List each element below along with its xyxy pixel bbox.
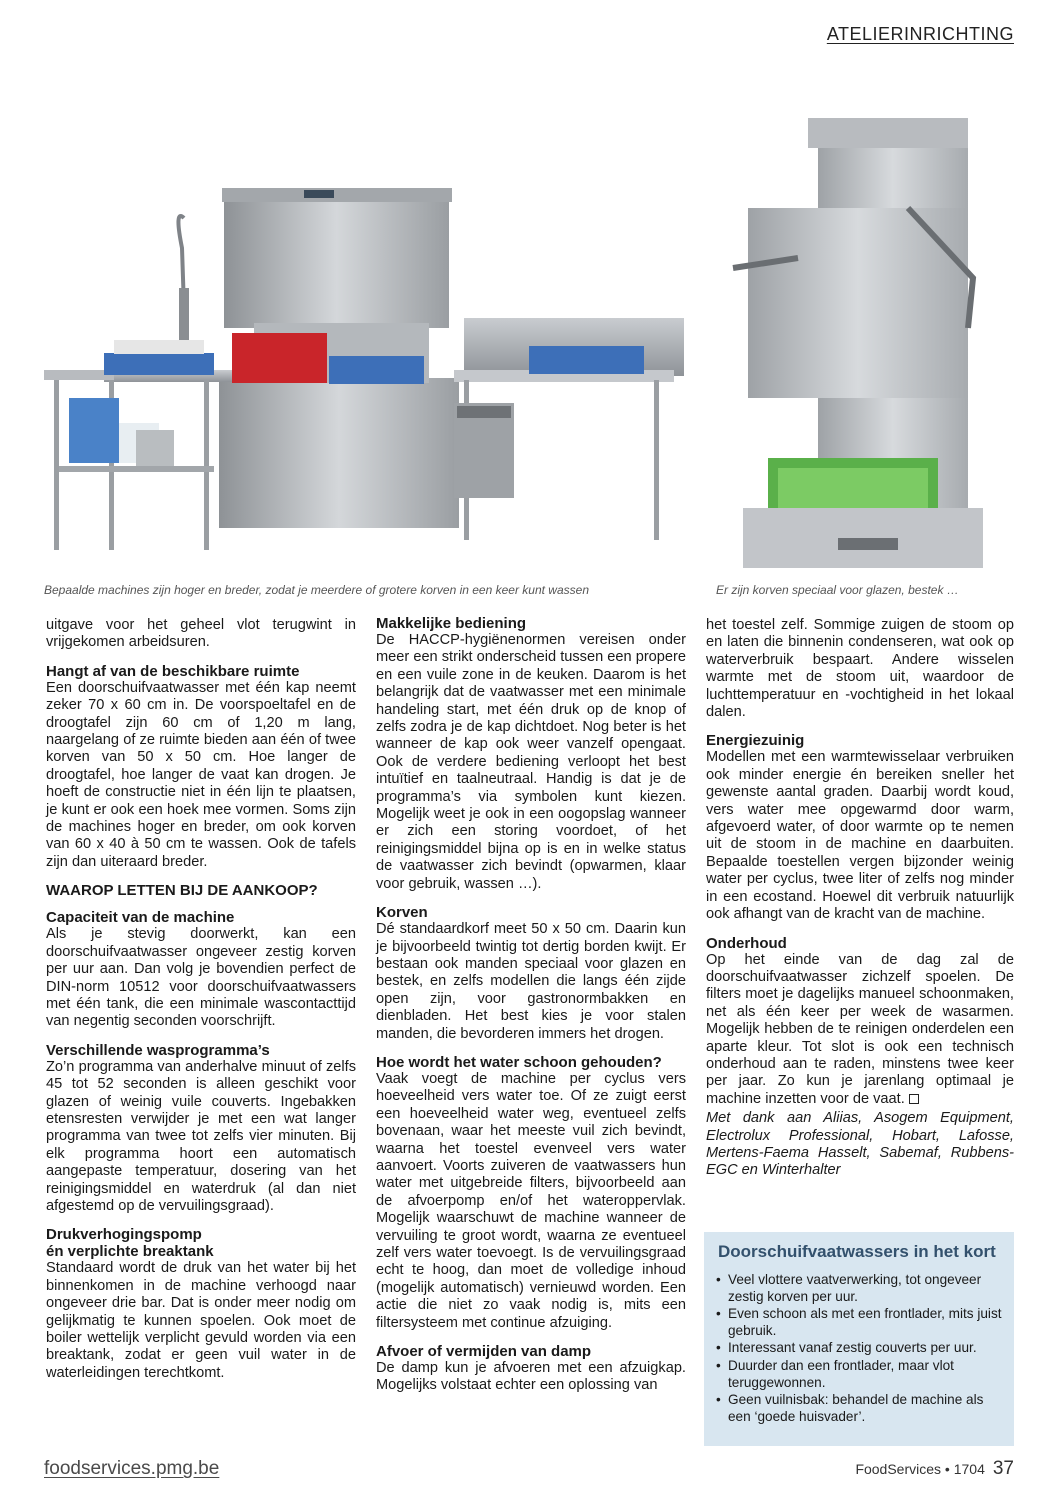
acknowledgements: Met dank aan Aliias, Asogem Equipment, Electrolux Professional, Hobart, Lafosse, Mertens-Faema Hasselt, Sabemaf, Rubbens-EGC en Winterhalter <box>706 1110 1014 1179</box>
footer-issue <box>855 1458 1014 1480</box>
paragraph: Modellen met een warmtewisselaar verbruiken ook minder energie én bereiken sneller het gewenste aantal graden. Daarbij wordt koud, vers water mee opgewarmd door warm, afgevoerd water, of door warmte op te nemen uit de stoom in de machine en daarbuiten. Bepaalde toestellen vergen bijzonder weinig water per cyclus, twee liter of zelfs nog minder in een ecostand. Hoewel dit verbruik natuurlijk ook afhangt van de kracht van de machine. <box>706 749 1014 923</box>
list-item: • Duurder dan een frontlader, maar vlot teruggewonnen. <box>716 1358 1002 1391</box>
paragraph: Standaard wordt de druk van het water bij het binnenkomen in de machine verhoogd naar ongeveer drie bar. Dat is onder meer nodig om gelijkmatig te kunnen spoelen. Ook moet de boiler wettelijk verplicht gevuld worden via een breaktank, zodat er geen vuil water in de waterleidingen terechtkomt. <box>46 1260 356 1381</box>
dishwasher-line-photo <box>44 108 690 578</box>
list-item: • Geen vuilnisbak: behandel de machine als een ‘goede huisvader’. <box>716 1392 1002 1425</box>
paragraph <box>706 952 1014 1109</box>
paragraph: uitgave voor het geheel vlot terugwint in vrijgekomen arbeidsuren. <box>46 617 356 651</box>
summary-title: Doorschuifvaatwassers in het kort <box>718 1242 996 1261</box>
subheading: Hoe wordt het water schoon gehouden? <box>376 1053 662 1071</box>
subheading: Verschillende wasprogramma’s <box>46 1041 270 1059</box>
paragraph: Dé standaardkorf meet 50 x 50 cm. Daarin kun je bijvoorbeeld twintig tot dertig borden kwijt. Er bestaan ook manden speciaal voor glazen en bestek, en zelfs modellen die langs één zijde open zijn, voor gastronormbakken en dienbladen. Het best kies je voor stalen manden, die bevorderen immers het drogen. <box>376 921 686 1042</box>
subheading: Makkelijke bediening <box>376 615 527 632</box>
summary-list <box>716 1272 1002 1425</box>
subheading-line-1: Drukverhogingspomp <box>46 1226 202 1244</box>
paragraph: Zo’n programma van anderhalve minuut of zelfs 45 tot 52 seconden is alleen geschikt voor glazen of weinig vuile couverts. Ingebakken etensresten verwijder je met een wat langer programma van twee tot zelfs vier minuten. Bij elk programma hoort een automatisch aangepaste temperatuur, dosering van het reinigingsmiddel en waterdruk (al dan niet afgestemd op de vervuilingsgraad). <box>46 1058 356 1214</box>
summary-box <box>704 1232 1014 1446</box>
subheading: Onderhoud <box>706 934 787 952</box>
subheading: Capaciteit van de machine <box>46 909 235 927</box>
photo-caption: Bepaalde machines zijn hoger en breder, zodat je meerdere of grotere korven in een keer kunt wassen <box>44 583 589 597</box>
subheading-line-2: én verplichte breaktank <box>46 1243 214 1261</box>
glass-rack-machine-photo <box>708 108 1014 578</box>
website-link[interactable]: foodservices.pmg.be <box>44 1458 220 1479</box>
paragraph-text: Op het einde van de dag zal de doorschuifvaatwasser zichzelf spoelen. De filters moet je dagelijks manueel schoonmaken, net als één keer per week de wasarmen. Mogelijk hebben de te reinigen onderdelen een aparte kleur. Tot slot is ook een technisch onderhoud aan te raden, minstens twee keer per jaar. Zo kun je jarenlang optimaal je machine inzetten voor de vaat. <box>706 951 1014 1107</box>
paragraph: Als je stevig doorwerkt, kan een doorschuifvaatwasser ongeveer zestig korven per uur aan. Dan volg je bovendien perfect de DIN-norm 10512 voor doorschuifvaatwassers met één tank, die een minimale wascontacttijd van negentig seconden voorschrijft. <box>46 926 356 1030</box>
paragraph: Vaak voegt de machine per cyclus vers hoeveelheid vers water toe. Of ze zuigt eerst een hoeveelheid water weg, eventueel zelfs bovenaan, waar het meeste vuil zich bevindt, waarna het toestel evenveel vers water aanvoert. Voorts zuiveren de vaatwassers hun water met uitgebreide filters, bijvoorbeeld aan de afvoerpomp en/of het wateroppervlak. Mogelijk waarschuwt de machine wanneer de vervuiling te groot wordt, waarna ze eventueel zelf vers water toevoegt. Is de vervuilingsgraad echt te hoog, dan moet de volledige inhoud (mogelijk automatisch) vernieuwd worden. Een actie die niet zo vaak nodig is, mits een filtersysteem met continue afzuiging. <box>376 1070 686 1331</box>
article-column-2 <box>376 617 686 1406</box>
list-item: • Even schoon als met een frontlader, mits juist gebruik. <box>716 1306 1002 1339</box>
list-item: • Interessant vanaf zestig couverts per uur. <box>716 1340 1002 1357</box>
issue-label: FoodServices • 1704 <box>855 1461 985 1477</box>
section-title: ATELIERINRICHTING <box>826 24 1014 44</box>
page-number: 37 <box>992 1458 1014 1479</box>
paragraph: De HACCP-hygiënenormen vereisen onder meer een strikt onderscheid tussen een propere en een vuile zone in de keuken. Daarom is het belangrijk dat de vaatwasser met een minimale handeling start, met één druk op de knop of zelfs zodra je de kap dichtdoet. Nog beter is het wanneer de kap ook weer vanzelf opengaat. Ook de verdere bediening verloopt het best intuïtief en taalneutraal. Handig is dat je de programma’s via symbolen kunt kiezen. Mogelijk weet je ook in een oogopslag wanneer er zich een storing voordoet, of het reinigingsmiddel bijna op is en in welke status de vaatwasser zich bevindt (opwarmen, klaar voor gebruik, wassen …). <box>376 632 686 892</box>
subheading: Korven <box>376 904 428 922</box>
paragraph: het toestel zelf. Sommige zuigen de stoom op en laten die binnenin condenseren, wat ook op waterverbruik bespaart. Andere wisselen warmte met de stoom uit, waardoor de luchttemperatuur en -vochtigheid in het lokaal dalen. <box>706 617 1014 721</box>
subheading <box>46 1226 356 1260</box>
list-item: • Veel vlottere vaatverwerking, tot ongeveer zestig korven per uur. <box>716 1272 1002 1305</box>
section-heading: WAAROP LETTEN BIJ DE AANKOOP? <box>46 882 318 900</box>
subheading: Energiezuinig <box>706 732 805 750</box>
article-column-1 <box>46 617 356 1393</box>
end-mark-icon <box>909 1094 919 1104</box>
article-column-3 <box>706 617 1014 1191</box>
photo-caption: Er zijn korven speciaal voor glazen, bestek … <box>716 583 959 597</box>
paragraph: De damp kun je afvoeren met een afzuigkap. Mogelijks volstaat echter een oplossing van <box>376 1360 686 1394</box>
subheading: Hangt af van de beschikbare ruimte <box>46 662 300 680</box>
subheading: Afvoer of vermijden van damp <box>376 1343 592 1361</box>
paragraph: Een doorschuifvaatwasser met één kap neemt zeker 70 x 60 cm in. De voorspoeltafel en de droogtafel zijn 60 cm of 1,20 m lang, naargelang of ze ruimte bieden aan één of twee korven van 50 x 50 cm. Hoe langer de droogtafel, hoe langer de vaat kan drogen. Je hoeft de constructie niet in één lijn te plaatsen, je kunt er ook een hoek mee vormen. Soms zijn de machines hoger en breder, om ook korven van 60 x 40 à 50 cm te wassen. Ook de tafels zijn dan uiteraard breder. <box>46 679 356 870</box>
